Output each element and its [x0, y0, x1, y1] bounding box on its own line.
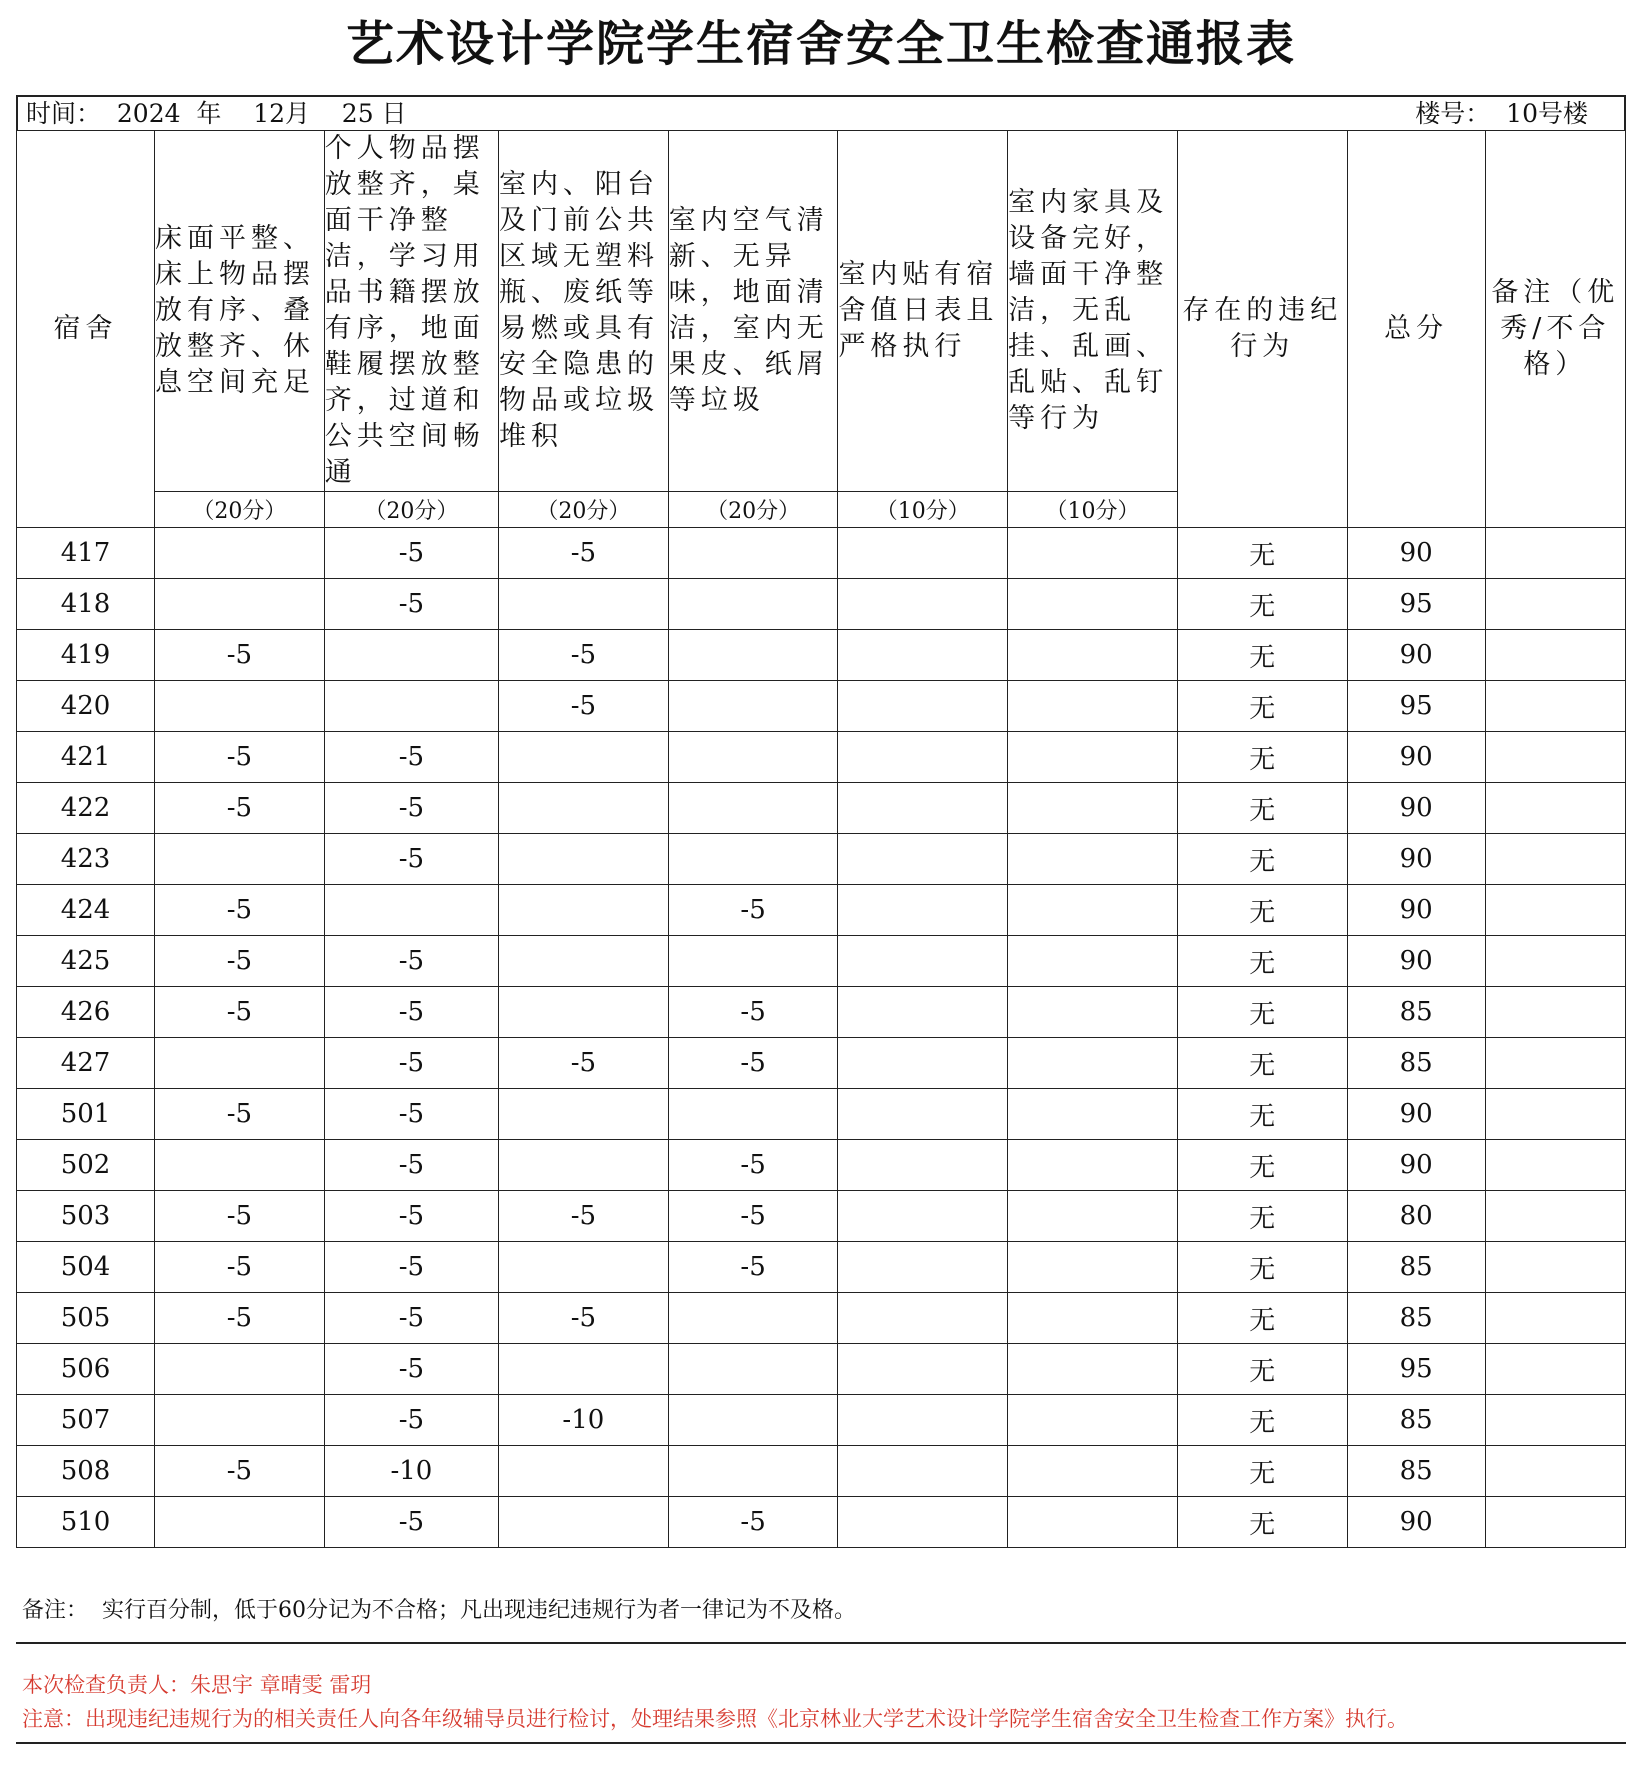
table-row [17, 987, 1626, 1038]
col-header-belongings: 个人物品摆放整齐，桌面干净整洁，学习用品书籍摆放有序，地面鞋履摆放整齐，过道和公共空间畅通 [324, 131, 498, 492]
cell-belongings: -5 [324, 1089, 498, 1140]
cell-duty-roster [838, 681, 1008, 732]
cell-bed [155, 579, 325, 630]
cell-total: 95 [1347, 1344, 1485, 1395]
cell-belongings: -5 [324, 1191, 498, 1242]
cell-violations: 无 [1177, 834, 1347, 885]
cell-dorm: 507 [17, 1395, 155, 1446]
cell-furniture-walls [1008, 681, 1178, 732]
table-row [17, 1140, 1626, 1191]
cell-air-floor [668, 681, 838, 732]
col-header-total: 总分 [1347, 131, 1485, 528]
cell-dorm: 510 [17, 1497, 155, 1548]
cell-duty-roster [838, 1038, 1008, 1089]
cell-public-area: -5 [499, 630, 669, 681]
cell-bed: -5 [155, 1191, 325, 1242]
cell-duty-roster [838, 528, 1008, 579]
table-row [17, 1089, 1626, 1140]
table-row [17, 1038, 1626, 1089]
cell-violations: 无 [1177, 732, 1347, 783]
cell-total: 90 [1347, 732, 1485, 783]
cell-air-floor [668, 579, 838, 630]
cell-total: 95 [1347, 579, 1485, 630]
cell-public-area [499, 732, 669, 783]
col-header-remarks: 备注（优秀/不合格） [1485, 131, 1625, 528]
cell-belongings: -5 [324, 936, 498, 987]
cell-belongings [324, 630, 498, 681]
table-row [17, 1446, 1626, 1497]
cell-air-floor: -5 [668, 885, 838, 936]
cell-dorm: 424 [17, 885, 155, 936]
cell-total: 85 [1347, 1293, 1485, 1344]
cell-duty-roster [838, 1242, 1008, 1293]
cell-dorm: 426 [17, 987, 155, 1038]
footer-warning: 注意：出现违纪违规行为的相关责任人向各年级辅导员进行检讨，处理结果参照《北京林业大学艺术设计学院学生宿舍安全卫生检查工作方案》执行。 [22, 1707, 1408, 1731]
cell-air-floor [668, 1395, 838, 1446]
cell-duty-roster [838, 579, 1008, 630]
table-row [17, 528, 1626, 579]
cell-dorm: 418 [17, 579, 155, 630]
cell-public-area [499, 987, 669, 1038]
cell-air-floor [668, 834, 838, 885]
cell-duty-roster [838, 732, 1008, 783]
cell-air-floor [668, 732, 838, 783]
cell-remarks [1485, 1344, 1625, 1395]
cell-dorm: 422 [17, 783, 155, 834]
cell-public-area [499, 1089, 669, 1140]
cell-remarks [1485, 630, 1625, 681]
col-header-violations: 存在的违纪行为 [1177, 131, 1347, 528]
cell-bed: -5 [155, 936, 325, 987]
cell-furniture-walls [1008, 783, 1178, 834]
points-belongings: （20分） [324, 492, 498, 528]
cell-violations: 无 [1177, 885, 1347, 936]
cell-remarks [1485, 732, 1625, 783]
cell-dorm: 508 [17, 1446, 155, 1497]
cell-air-floor: -5 [668, 1140, 838, 1191]
cell-air-floor [668, 1293, 838, 1344]
cell-violations: 无 [1177, 1293, 1347, 1344]
cell-bed [155, 528, 325, 579]
table-row [17, 885, 1626, 936]
table-row [17, 1191, 1626, 1242]
cell-remarks [1485, 1089, 1625, 1140]
cell-duty-roster [838, 1344, 1008, 1395]
cell-remarks [1485, 1497, 1625, 1548]
cell-furniture-walls [1008, 1089, 1178, 1140]
cell-bed: -5 [155, 987, 325, 1038]
cell-total: 85 [1347, 1038, 1485, 1089]
cell-bed [155, 1140, 325, 1191]
cell-air-floor [668, 1446, 838, 1497]
footer-inspectors: 本次检查负责人：朱思宇 章晴雯 雷玥 [22, 1673, 372, 1697]
cell-dorm: 427 [17, 1038, 155, 1089]
cell-total: 90 [1347, 528, 1485, 579]
cell-belongings: -5 [324, 783, 498, 834]
cell-furniture-walls [1008, 1497, 1178, 1548]
cell-belongings: -5 [324, 1395, 498, 1446]
cell-air-floor [668, 1344, 838, 1395]
table-row [17, 936, 1626, 987]
cell-total: 90 [1347, 1089, 1485, 1140]
cell-public-area: -5 [499, 1038, 669, 1089]
points-public-area: （20分） [499, 492, 669, 528]
cell-remarks [1485, 1038, 1625, 1089]
table-row [17, 1242, 1626, 1293]
cell-furniture-walls [1008, 528, 1178, 579]
cell-furniture-walls [1008, 630, 1178, 681]
cell-air-floor: -5 [668, 1191, 838, 1242]
cell-public-area [499, 1344, 669, 1395]
cell-public-area: -5 [499, 528, 669, 579]
points-air-floor: （20分） [668, 492, 838, 528]
cell-belongings: -5 [324, 1242, 498, 1293]
col-header-furniture-walls: 室内家具及设备完好，墙面干净整洁，无乱挂、乱画、乱贴、乱钉等行为 [1008, 131, 1178, 492]
col-header-duty-roster: 室内贴有宿舍值日表且严格执行 [838, 131, 1008, 492]
page-title: 艺术设计学院学生宿舍安全卫生检查通报表 [345, 16, 1296, 72]
cell-public-area [499, 1497, 669, 1548]
points-duty-roster: （10分） [838, 492, 1008, 528]
cell-bed: -5 [155, 1089, 325, 1140]
cell-total: 85 [1347, 987, 1485, 1038]
cell-furniture-walls [1008, 885, 1178, 936]
cell-public-area: -5 [499, 1293, 669, 1344]
cell-violations: 无 [1177, 1395, 1347, 1446]
cell-remarks [1485, 885, 1625, 936]
cell-bed: -5 [155, 630, 325, 681]
cell-total: 90 [1347, 630, 1485, 681]
cell-public-area: -5 [499, 681, 669, 732]
cell-total: 85 [1347, 1446, 1485, 1497]
cell-bed [155, 1038, 325, 1089]
cell-remarks [1485, 987, 1625, 1038]
cell-remarks [1485, 1242, 1625, 1293]
cell-duty-roster [838, 630, 1008, 681]
cell-furniture-walls [1008, 834, 1178, 885]
cell-dorm: 501 [17, 1089, 155, 1140]
cell-duty-roster [838, 1140, 1008, 1191]
cell-public-area [499, 1242, 669, 1293]
cell-belongings: -5 [324, 579, 498, 630]
cell-remarks [1485, 681, 1625, 732]
cell-duty-roster [838, 987, 1008, 1038]
cell-belongings: -5 [324, 834, 498, 885]
footer-note: 备注： 实行百分制，低于60分记为不合格；凡出现违纪违规行为者一律记为不及格。 [16, 1578, 1626, 1644]
table-body [17, 528, 1626, 1548]
cell-dorm: 423 [17, 834, 155, 885]
cell-remarks [1485, 1191, 1625, 1242]
cell-dorm: 425 [17, 936, 155, 987]
cell-bed [155, 1497, 325, 1548]
cell-bed [155, 834, 325, 885]
cell-furniture-walls [1008, 1293, 1178, 1344]
cell-public-area [499, 579, 669, 630]
cell-furniture-walls [1008, 1038, 1178, 1089]
cell-dorm: 419 [17, 630, 155, 681]
cell-furniture-walls [1008, 1395, 1178, 1446]
cell-furniture-walls [1008, 1191, 1178, 1242]
cell-violations: 无 [1177, 1497, 1347, 1548]
cell-belongings: -5 [324, 732, 498, 783]
table-row [17, 732, 1626, 783]
cell-public-area [499, 885, 669, 936]
cell-dorm: 420 [17, 681, 155, 732]
cell-total: 90 [1347, 1497, 1485, 1548]
cell-duty-roster [838, 783, 1008, 834]
cell-remarks [1485, 1395, 1625, 1446]
cell-duty-roster [838, 1497, 1008, 1548]
cell-public-area [499, 1446, 669, 1497]
cell-duty-roster [838, 1089, 1008, 1140]
report-meta-bar [16, 95, 1626, 130]
table-row [17, 1293, 1626, 1344]
cell-air-floor: -5 [668, 1497, 838, 1548]
cell-violations: 无 [1177, 1140, 1347, 1191]
cell-bed: -5 [155, 783, 325, 834]
cell-belongings [324, 681, 498, 732]
inspection-table [16, 130, 1626, 1548]
table-row [17, 834, 1626, 885]
cell-violations: 无 [1177, 987, 1347, 1038]
cell-dorm: 502 [17, 1140, 155, 1191]
cell-furniture-walls [1008, 1344, 1178, 1395]
cell-dorm: 417 [17, 528, 155, 579]
footer-responsibility [16, 1644, 1626, 1744]
cell-duty-roster [838, 834, 1008, 885]
cell-belongings: -5 [324, 528, 498, 579]
points-bed: （20分） [155, 492, 325, 528]
cell-violations: 无 [1177, 681, 1347, 732]
inspection-date: 时间： 2024 年 12月 25 日 [26, 99, 407, 128]
cell-dorm: 421 [17, 732, 155, 783]
table-row [17, 630, 1626, 681]
cell-air-floor [668, 630, 838, 681]
cell-duty-roster [838, 1293, 1008, 1344]
cell-bed [155, 1395, 325, 1446]
cell-furniture-walls [1008, 936, 1178, 987]
cell-bed [155, 681, 325, 732]
cell-remarks [1485, 1140, 1625, 1191]
table-row [17, 579, 1626, 630]
table-row [17, 1497, 1626, 1548]
cell-total: 90 [1347, 834, 1485, 885]
cell-belongings: -5 [324, 1344, 498, 1395]
col-header-bed: 床面平整、床上物品摆放有序、叠放整齐、休息空间充足 [155, 131, 325, 492]
cell-total: 90 [1347, 936, 1485, 987]
cell-dorm: 503 [17, 1191, 155, 1242]
cell-air-floor [668, 783, 838, 834]
cell-bed: -5 [155, 885, 325, 936]
cell-violations: 无 [1177, 630, 1347, 681]
cell-violations: 无 [1177, 1038, 1347, 1089]
cell-belongings: -5 [324, 1140, 498, 1191]
cell-belongings: -5 [324, 1038, 498, 1089]
cell-dorm: 506 [17, 1344, 155, 1395]
cell-violations: 无 [1177, 1446, 1347, 1497]
cell-violations: 无 [1177, 783, 1347, 834]
cell-total: 95 [1347, 681, 1485, 732]
cell-violations: 无 [1177, 1344, 1347, 1395]
cell-duty-roster [838, 1395, 1008, 1446]
table-row [17, 681, 1626, 732]
cell-remarks [1485, 528, 1625, 579]
cell-furniture-walls [1008, 579, 1178, 630]
cell-duty-roster [838, 1446, 1008, 1497]
cell-remarks [1485, 783, 1625, 834]
cell-violations: 无 [1177, 1089, 1347, 1140]
building-number: 楼号： 10号楼 [1415, 99, 1588, 128]
col-header-public-area: 室内、阳台及门前公共区域无塑料瓶、废纸等易燃或具有安全隐患的物品或垃圾堆积 [499, 131, 669, 492]
cell-bed [155, 1344, 325, 1395]
cell-belongings: -10 [324, 1446, 498, 1497]
col-header-dorm: 宿舍 [17, 131, 155, 528]
cell-remarks [1485, 936, 1625, 987]
cell-furniture-walls [1008, 1446, 1178, 1497]
cell-remarks [1485, 1293, 1625, 1344]
cell-duty-roster [838, 1191, 1008, 1242]
cell-violations: 无 [1177, 1242, 1347, 1293]
cell-air-floor: -5 [668, 1242, 838, 1293]
cell-furniture-walls [1008, 732, 1178, 783]
cell-violations: 无 [1177, 1191, 1347, 1242]
cell-furniture-walls [1008, 1140, 1178, 1191]
cell-remarks [1485, 579, 1625, 630]
cell-dorm: 505 [17, 1293, 155, 1344]
table-row [17, 1344, 1626, 1395]
points-furniture-walls: （10分） [1008, 492, 1178, 528]
cell-bed: -5 [155, 732, 325, 783]
cell-public-area [499, 783, 669, 834]
cell-air-floor: -5 [668, 1038, 838, 1089]
cell-public-area: -5 [499, 1191, 669, 1242]
cell-air-floor [668, 1089, 838, 1140]
cell-remarks [1485, 1446, 1625, 1497]
cell-total: 90 [1347, 783, 1485, 834]
cell-bed: -5 [155, 1293, 325, 1344]
cell-public-area [499, 936, 669, 987]
col-header-air-floor: 室内空气清新、无异味，地面清洁，室内无果皮、纸屑等垃圾 [668, 131, 838, 492]
cell-air-floor: -5 [668, 987, 838, 1038]
cell-air-floor [668, 528, 838, 579]
cell-violations: 无 [1177, 936, 1347, 987]
cell-violations: 无 [1177, 528, 1347, 579]
cell-belongings: -5 [324, 1293, 498, 1344]
table-row [17, 1395, 1626, 1446]
cell-total: 90 [1347, 1140, 1485, 1191]
cell-total: 80 [1347, 1191, 1485, 1242]
cell-belongings [324, 885, 498, 936]
cell-belongings: -5 [324, 1497, 498, 1548]
cell-furniture-walls [1008, 1242, 1178, 1293]
cell-total: 85 [1347, 1395, 1485, 1446]
cell-duty-roster [838, 885, 1008, 936]
cell-furniture-walls [1008, 987, 1178, 1038]
cell-bed: -5 [155, 1242, 325, 1293]
table-row [17, 783, 1626, 834]
cell-bed: -5 [155, 1446, 325, 1497]
cell-total: 90 [1347, 885, 1485, 936]
cell-duty-roster [838, 936, 1008, 987]
cell-violations: 无 [1177, 579, 1347, 630]
cell-remarks [1485, 834, 1625, 885]
cell-public-area [499, 1140, 669, 1191]
cell-air-floor [668, 936, 838, 987]
cell-total: 85 [1347, 1242, 1485, 1293]
cell-public-area: -10 [499, 1395, 669, 1446]
cell-belongings: -5 [324, 987, 498, 1038]
cell-dorm: 504 [17, 1242, 155, 1293]
cell-public-area [499, 834, 669, 885]
